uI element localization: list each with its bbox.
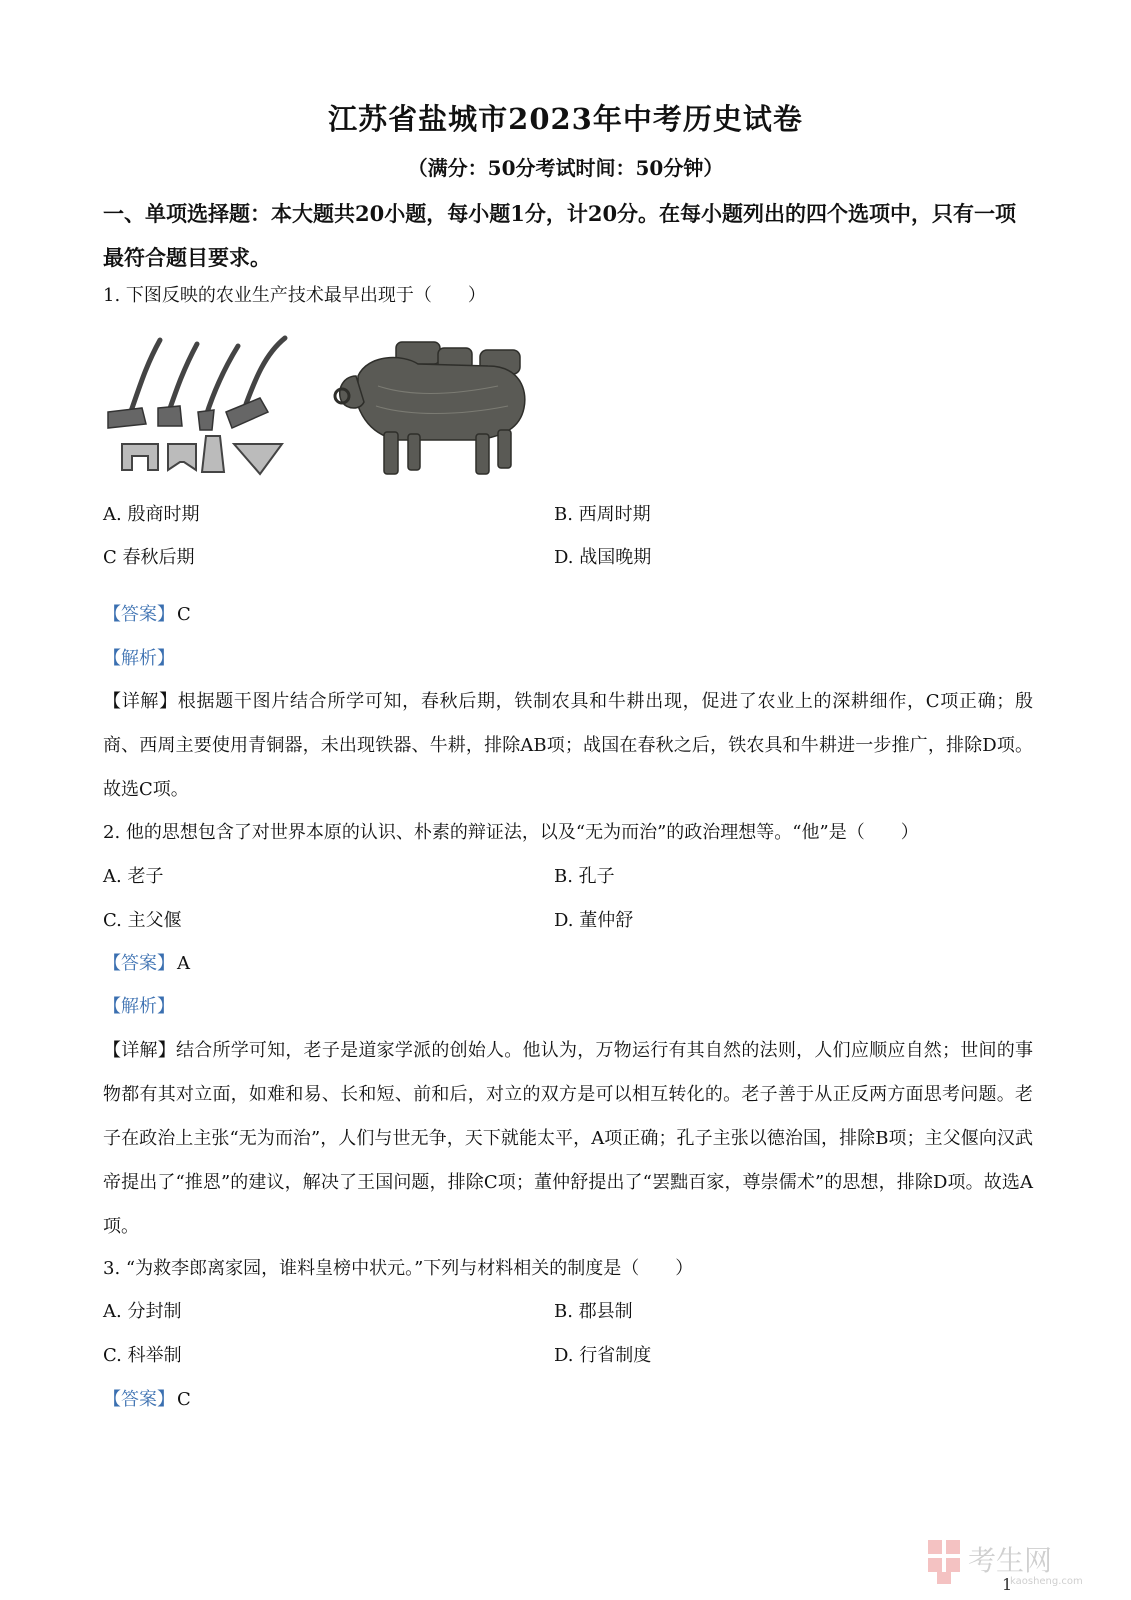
question-1-detail xyxy=(103,680,1033,812)
question-1-option-d: D. 战国晚期 xyxy=(554,547,652,568)
question-3-option-a: A. 分封制 xyxy=(103,1301,182,1322)
exam-subtitle: （满分：50分考试时间：50分钟） xyxy=(407,156,724,180)
question-1-stem: 1. 下图反映的农业生产技术最早出现于（ ） xyxy=(103,285,486,306)
question-1-option-c: C 春秋后期 xyxy=(103,547,195,568)
question-2-option-c: C. 主父偃 xyxy=(103,910,182,931)
question-3-option-c: C. 科举制 xyxy=(103,1345,182,1366)
question-1-option-b: B. 西周时期 xyxy=(554,504,651,525)
bronze-ox-zun-figure xyxy=(328,336,534,482)
answer-label: 【答案】 xyxy=(103,1389,175,1410)
question-2-option-b: B. 孔子 xyxy=(554,866,615,887)
answer-label: 【答案】 xyxy=(103,604,175,625)
detail-text: 根据题干图片结合所学可知，春秋后期，铁制农具和牛耕出现，促进了农业上的深耕细作，C项正确；殷商、西周主要使用青铜器，未出现铁器、牛耕，排除AB项；战国在春秋之后，铁农具和牛耕进一步推广，排除D项。故选C项。 xyxy=(103,691,1033,800)
question-2-detail xyxy=(103,1029,1033,1249)
detail-label: 【详解】 xyxy=(103,691,178,712)
question-1-answer xyxy=(103,601,191,629)
question-2-stem: 2. 他的思想包含了对世界本原的认识、朴素的辩证法，以及“无为而治”的政治理想等。“他”是（ ） xyxy=(103,822,919,843)
question-3-option-b: B. 郡县制 xyxy=(554,1301,633,1322)
question-2-option-a: A. 老子 xyxy=(103,866,164,887)
detail-text: 结合所学可知，老子是道家学派的创始人。他认为，万物运行有其自然的法则，人们应顺应自然；世间的事物都有其对立面，如难和易、长和短、前和后，对立的双方是可以相互转化的。老子善于从正反两方面思考问题。老子在政治上主张“无为而治”，人们与世无争，天下就能太平，A项正确；孔子主张以德治国，排除B项；主父偃向汉武帝提出了“推恩”的建议，解决了王国问题，排除C项；董仲舒提出了“罢黜百家，尊崇儒术”的思想，排除D项。故选A项。 xyxy=(103,1040,1034,1237)
answer-value: A xyxy=(177,953,190,974)
answer-value: C xyxy=(177,604,191,625)
question-2-analysis xyxy=(103,993,175,1021)
question-2-answer xyxy=(103,950,190,978)
iron-farm-tools-figure xyxy=(100,332,295,480)
question-1-option-a: A. 殷商时期 xyxy=(103,504,200,525)
answer-value: C xyxy=(177,1389,191,1410)
detail-label: 【详解】 xyxy=(103,1040,176,1061)
question-3-answer xyxy=(103,1386,191,1414)
watermark-main-text: 考生网 xyxy=(968,1544,1053,1577)
question-2-option-d: D. 董仲舒 xyxy=(554,910,634,931)
question-1-analysis xyxy=(103,645,175,673)
question-3-option-d: D. 行省制度 xyxy=(554,1345,652,1366)
answer-label: 【答案】 xyxy=(103,953,175,974)
analysis-label: 【解析】 xyxy=(103,996,175,1017)
exam-title: 江苏省盐城市2023年中考历史试卷 xyxy=(328,102,803,136)
question-3-stem: 3. “为救李郎离家园，谁料皇榜中状元。”下列与材料相关的制度是（ ） xyxy=(103,1258,694,1279)
watermark-sub-text: kaosheng.com xyxy=(1010,1576,1083,1586)
section-heading: 一、单项选择题：本大题共20小题，每小题1分，计20分。在每小题列出的四个选项中，只有一项最符合题目要求。 xyxy=(103,201,1017,270)
analysis-label: 【解析】 xyxy=(103,648,175,669)
page-number: 1 xyxy=(1002,1575,1013,1594)
